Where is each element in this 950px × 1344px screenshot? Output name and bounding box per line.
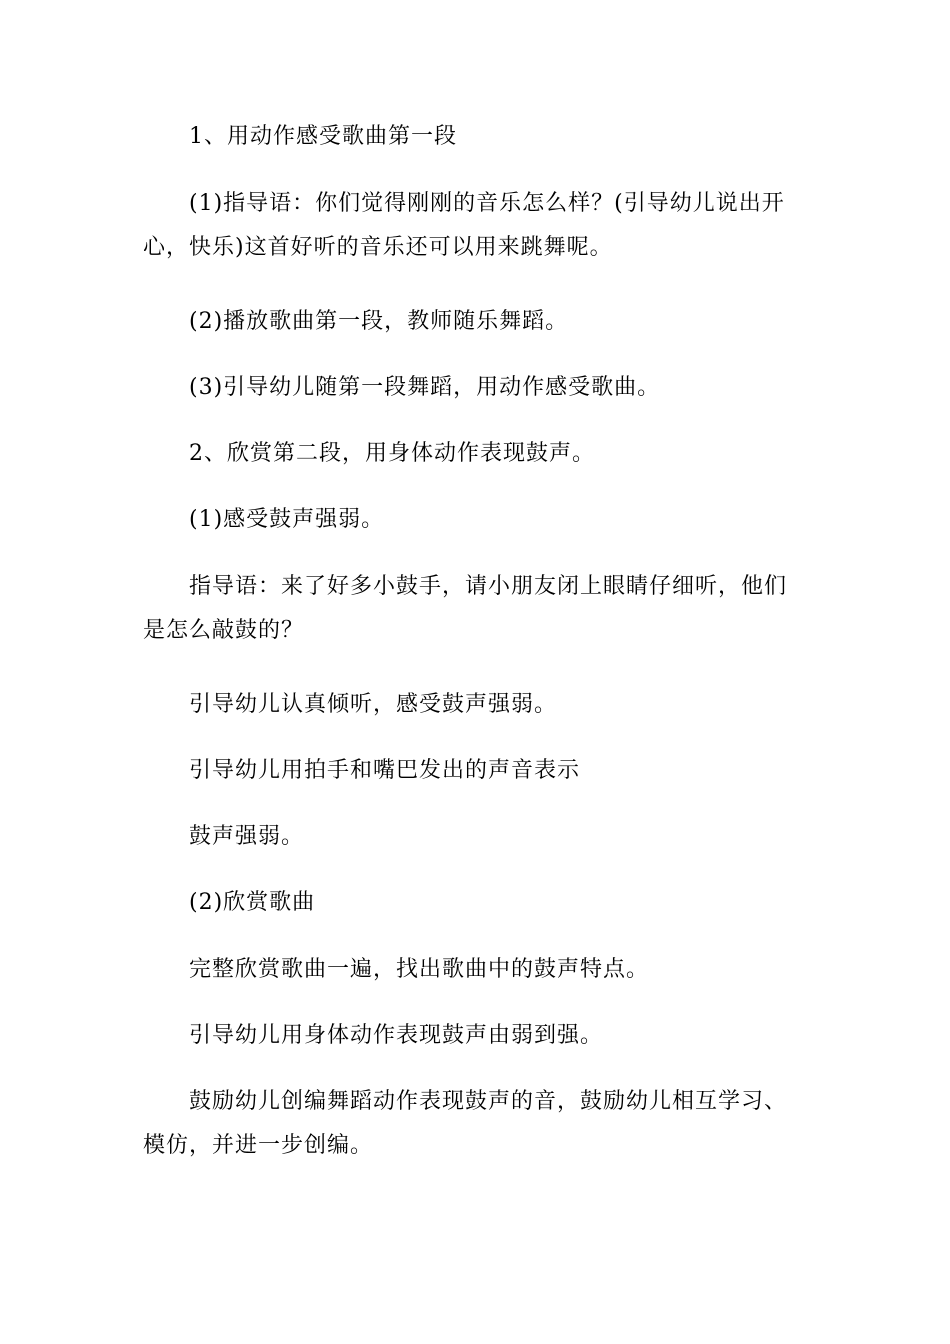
paragraph-listen: 引导幼儿认真倾听，感受鼓声强弱。	[189, 692, 558, 717]
paragraph-drum-strength: 鼓声强弱。	[189, 824, 305, 849]
paragraph-guide-2: 指导语：来了好多小鼓手，请小朋友闭上眼睛仔细听，他们是怎么敲鼓的？	[143, 574, 788, 643]
paragraph-create: 鼓励幼儿创编舞蹈动作表现鼓声的音，鼓励幼儿相互学习、模仿，并进一步创编。	[143, 1089, 788, 1158]
paragraph-body-move: 引导幼儿用身体动作表现鼓声由弱到强。	[189, 1023, 604, 1048]
paragraph-full-listen: 完整欣赏歌曲一遍，找出歌曲中的鼓声特点。	[189, 957, 650, 982]
paragraph-clap: 引导幼儿用拍手和嘴巴发出的声音表示	[189, 758, 581, 783]
paragraph-step-2: (2)播放歌曲第一段，教师随乐舞蹈。	[189, 309, 569, 334]
section-heading-2: 2、欣赏第二段，用身体动作表现鼓声。	[189, 441, 595, 466]
paragraph-guide-1: (1)指导语：你们觉得刚刚的音乐怎么样？(引导幼儿说出开心，快乐)这首好听的音乐还可以用来跳舞呢。	[143, 191, 785, 260]
paragraph-sub-2: (2)欣赏歌曲	[189, 890, 316, 915]
paragraph-sub-1: (1)感受鼓声强弱。	[189, 507, 385, 532]
paragraph-step-3: (3)引导幼儿随第一段舞蹈，用动作感受歌曲。	[189, 375, 661, 400]
section-heading-1: 1、用动作感受歌曲第一段	[189, 124, 457, 149]
